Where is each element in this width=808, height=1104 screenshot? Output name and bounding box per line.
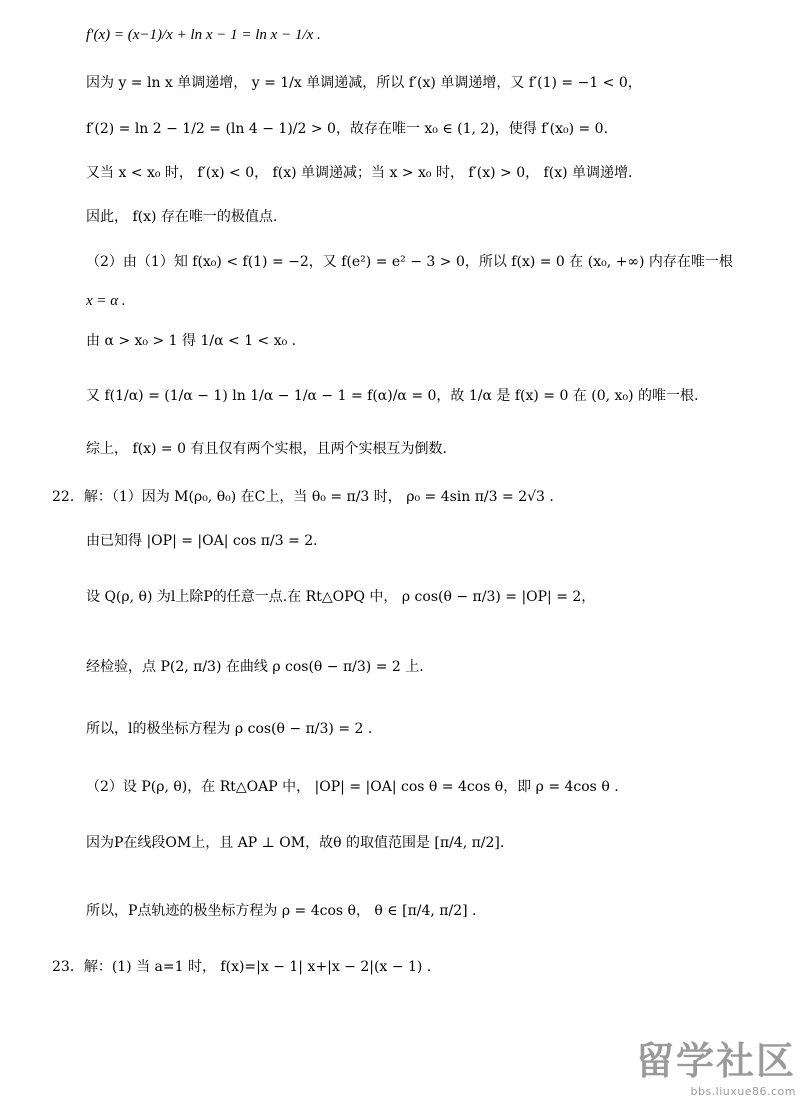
- text-line-15: 所以，l的极坐标方程为 ρ cos(θ − π/3) = 2 .: [86, 721, 373, 737]
- watermark-title: 留学社区: [635, 1039, 796, 1083]
- text-line-7: x = α .: [86, 293, 126, 309]
- text-line-3: f′(2) = ln 2 − 1/2 = (ln 4 − 1)/2 > 0，故存在唯一 x₀ ∈ (1, 2)，使得 f′(x₀) = 0.: [86, 121, 609, 137]
- text-line-8: 由 α > x₀ > 1 得 1/α < 1 < x₀ .: [86, 333, 297, 349]
- text-line-1: f′(x) = (x−1)/x + ln x − 1 = ln x − 1/x .: [86, 27, 321, 43]
- text-line-11: 22．解：（1）因为 M(ρ₀, θ₀) 在C上，当 θ₀ = π/3 时， ρ₀ = 4sin π/3 = 2√3 .: [52, 489, 554, 505]
- text-line-12: 由已知得 |OP| = |OA| cos π/3 = 2.: [86, 533, 318, 549]
- text-line-17: 因为P在线段OM上，且 AP ⊥ OM，故θ 的取值范围是 [π/4, π/2].: [86, 835, 505, 851]
- text-line-18: 所以，P点轨迹的极坐标方程为 ρ = 4cos θ， θ ∈ [π/4, π/2] .: [86, 903, 477, 919]
- text-line-4: 又当 x < x₀ 时， f′(x) < 0， f(x) 单调递减；当 x > x₀ 时， f′(x) > 0， f(x) 单调递增.: [86, 165, 633, 181]
- text-line-19: 23．解：(1) 当 a=1 时， f(x)=|x − 1| x+|x − 2|(x − 1) .: [52, 959, 432, 975]
- text-line-10: 综上， f(x) = 0 有且仅有两个实根，且两个实根互为倒数.: [86, 441, 447, 457]
- text-line-13: 设 Q(ρ, θ) 为l上除P的任意一点.在 Rt△OPQ 中， ρ cos(θ − π/3) = |OP| = 2，: [86, 589, 596, 605]
- site-watermark: [636, 1030, 796, 1098]
- text-line-16: （2）设 P(ρ, θ)，在 Rt△OAP 中， |OP| = |OA| cos θ = 4cos θ，即 ρ = 4cos θ .: [86, 779, 619, 795]
- text-line-6: （2）由（1）知 f(x₀) < f(1) = −2，又 f(e²) = e² − 3 > 0，所以 f(x) = 0 在 (x₀, +∞) 内存在唯一根: [86, 254, 733, 270]
- text-line-5: 因此， f(x) 存在唯一的极值点.: [86, 209, 278, 225]
- text-line-2: 因为 y = ln x 单调递增， y = 1/x 单调递减，所以 f′(x) 单调递增，又 f′(1) = −1 < 0，: [86, 75, 642, 91]
- text-line-14: 经检验，点 P(2, π/3) 在曲线 ρ cos(θ − π/3) = 2 上.: [86, 659, 424, 675]
- text-line-9: 又 f(1/α) = (1/α − 1) ln 1/α − 1/α − 1 = f(α)/α = 0，故 1/α 是 f(x) = 0 在 (0, x₀) 的唯一根.: [86, 388, 699, 404]
- watermark-site: bbs.liuxue86.com: [690, 1085, 796, 1098]
